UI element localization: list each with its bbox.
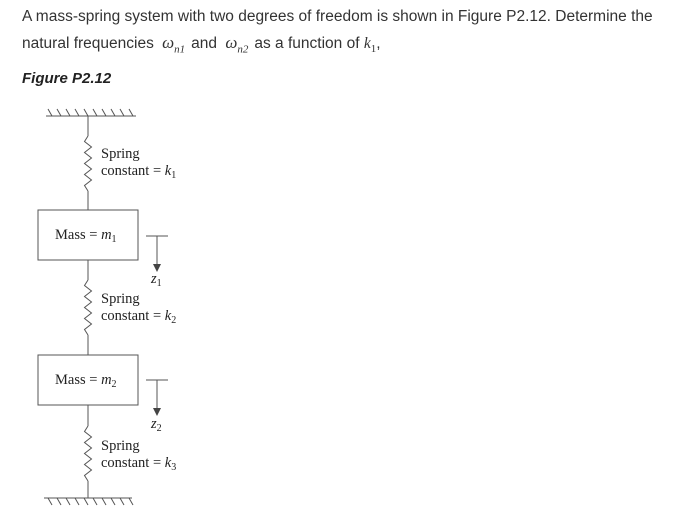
spring-1-label-word: Spring bbox=[101, 146, 140, 162]
question-part2: as a function of bbox=[254, 35, 360, 52]
spring-2-constant-label: constant = $k_2$ bbox=[101, 308, 177, 326]
omega-n2-symbol: $\omega_{n2}$ bbox=[225, 33, 249, 56]
spring-3-coil bbox=[85, 426, 92, 481]
spring-1-coil bbox=[85, 136, 92, 191]
mass-1-label: Mass = $m_1$ bbox=[55, 227, 117, 245]
z2-label: $z_2$ bbox=[151, 416, 162, 434]
z2-arrowhead bbox=[153, 408, 161, 416]
spring-2-label-word: Spring bbox=[101, 291, 140, 307]
spring-2-coil bbox=[85, 280, 92, 335]
spring-1-constant-label: constant = $k_1$ bbox=[101, 163, 177, 181]
mass-2-label: Mass = $m_2$ bbox=[55, 372, 117, 390]
bottom-ground-hatch bbox=[48, 498, 133, 505]
k1-symbol: $k_1$ bbox=[363, 35, 377, 56]
omega-n1-symbol: $\omega_{n1}$ bbox=[162, 33, 186, 56]
spring-3-label-word: Spring bbox=[101, 438, 140, 454]
figure-title: Figure P2.12 bbox=[22, 70, 112, 87]
question-connector: and bbox=[191, 35, 218, 52]
spring-3-constant-label: constant = $k_3$ bbox=[101, 455, 177, 473]
question-trailing: , bbox=[376, 35, 381, 52]
top-ground-hatch bbox=[48, 109, 133, 116]
question-part1: A mass-spring system with two degrees of freedom is shown in Figure P2.12. Determine the natural frequencies bbox=[22, 8, 653, 52]
z1-label: $z_1$ bbox=[151, 271, 162, 289]
